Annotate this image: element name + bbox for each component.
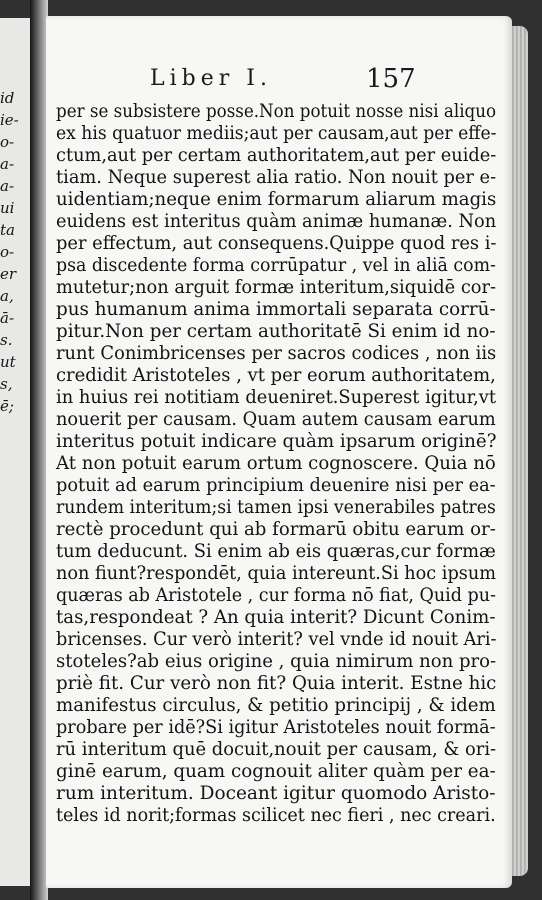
text-line: uidentiam;neque enim formarum aliarum magis	[56, 189, 497, 210]
text-line: mutetur;non arguit formæ interitum,siquidē cor-	[56, 277, 496, 298]
facing-page-text-fragment: ā-	[0, 310, 15, 327]
text-line: pus humanum anima immortali separata corrū-	[56, 299, 496, 320]
running-head: Liber I.	[150, 66, 272, 91]
text-line: stoteles?ab eius origine , quia nimirum non pro-	[56, 651, 497, 672]
facing-page-text-fragment: er	[0, 266, 17, 283]
text-line: per effectum, aut consequens.Quippe quod res i-	[56, 233, 497, 254]
text-line: tiam. Neque superest alia ratio. Non nouit per e-	[56, 167, 497, 188]
text-line: At non potuit earum ortum cognoscere. Quia nō	[56, 453, 496, 474]
facing-page-text-fragment: ui	[0, 200, 15, 217]
text-line: rū interitum quē docuit,nouit per causam, & ori-	[56, 739, 497, 760]
facing-page-text-fragment: a-	[0, 178, 15, 195]
facing-page-text-fragment: id	[0, 90, 15, 107]
facing-page-text-fragment: s.	[0, 332, 13, 349]
text-line: ginē earum, quam cognouit aliter quàm per ea-	[56, 761, 496, 782]
facing-page-text-fragment: s,	[0, 376, 13, 393]
facing-page-edge	[0, 18, 32, 886]
text-line: psa discedente forma corrūpatur , vel in aliā com-	[56, 255, 496, 276]
text-line: interitus potuit indicare quàm ipsarum originē?	[56, 431, 497, 452]
facing-page-text-fragment: o-	[0, 244, 15, 261]
text-line: rum interitum. Doceant igitur quomodo Aristo-	[56, 783, 496, 804]
book-page	[46, 16, 512, 888]
text-line: runt Conimbricenses per sacros codices , non iis	[56, 343, 497, 364]
text-line: in huius rei notitiam deueniret.Superest igitur,vt	[56, 387, 497, 408]
facing-page-text-fragment: ta	[0, 222, 15, 239]
text-line: nouerit per causam. Quam autem causam earum	[56, 409, 496, 430]
text-line: rectè procedunt qui ab formarū obitu earum or-	[56, 519, 496, 540]
text-line: priè fit. Cur verò non fit? Quia interit. Estne hic	[56, 673, 497, 694]
text-line: probare per idē?Si igitur Aristoteles nouit formā-	[56, 717, 496, 738]
text-line: tum deducunt. Si enim ab eis quæras,cur formæ	[56, 541, 496, 562]
text-line: credidit Aristoteles , vt per eorum authoritatem,	[56, 365, 496, 386]
text-line: ex his quatuor mediis;aut per causam,aut per effe-	[56, 123, 497, 144]
text-line: ctum,aut per certam authoritatem,aut per euide-	[56, 145, 497, 166]
text-line: per se subsistere posse.Non potuit nosse nisi aliquo	[56, 101, 497, 122]
page-number: 157	[366, 64, 416, 94]
text-line: bricenses. Cur verò interit? vel vnde id nouit Ari-	[56, 629, 497, 650]
facing-page-text-fragment: o-	[0, 134, 15, 151]
facing-page-text-fragment: ē;	[0, 398, 14, 415]
text-line: teles id norit;formas scilicet nec fieri , nec creari.	[56, 805, 496, 826]
facing-page-text-fragment: ut	[0, 354, 16, 371]
facing-page-text-fragment: a,	[0, 288, 14, 305]
text-line: manifestus circulus, & petitio principij , & idem	[56, 695, 496, 716]
facing-page-text-fragment: ie-	[0, 112, 19, 129]
facing-page-text-fragment: a-	[0, 156, 15, 173]
text-line: euidens est interitus quàm animæ humanæ. Non	[56, 211, 497, 232]
text-line: potuit ad earum principium deuenire nisi per ea-	[56, 475, 496, 496]
text-line: quæras ab Aristotele , cur forma nō fiat, Quid pu-	[56, 585, 496, 606]
text-line: tas,respondeat ? An quia interit? Dicunt Conim-	[56, 607, 496, 628]
text-line: non fiunt?respondēt, quia intereunt.Si hoc ipsum	[56, 563, 496, 584]
text-line: rundem interitum;si tamen ipsi venerabiles patres	[56, 497, 496, 518]
page-header	[46, 66, 512, 96]
text-line: pitur.Non per certam authoritatē Si enim id no-	[56, 321, 496, 342]
